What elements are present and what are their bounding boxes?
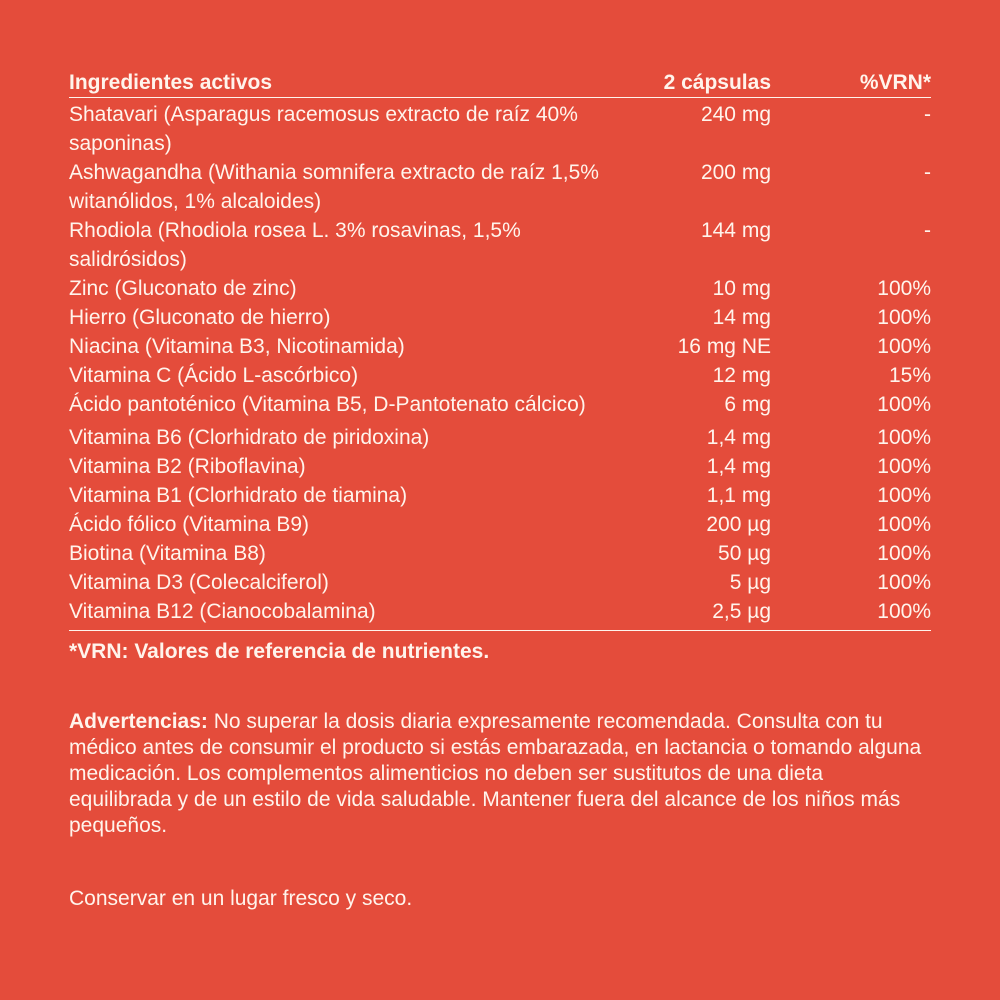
ingredient-name: Vitamina B1 (Clorhidrato de tiamina) [69,484,408,507]
ingredient-name: Niacina (Vitamina B3, Nicotinamida) [69,335,405,358]
ingredient-vrn: 100% [877,426,931,449]
ingredient-dose: 144 mg [700,219,771,242]
table-row [69,510,931,539]
vrn-footnote: *VRN: Valores de referencia de nutrientes. [69,640,490,663]
ingredient-vrn: 100% [877,306,931,329]
table-row [69,274,931,303]
ingredient-vrn: 100% [877,455,931,478]
ingredient-name: Biotina (Vitamina B8) [69,542,266,565]
ingredient-vrn: 100% [877,513,931,536]
ingredient-dose: 10 mg [712,277,771,300]
warnings-paragraph [69,709,931,839]
table-row [69,452,931,481]
table-body [69,98,931,631]
ingredient-dose: 2,5 µg [712,600,771,623]
ingredient-name: Vitamina B2 (Riboflavina) [69,455,306,478]
ingredient-dose: 1,4 mg [706,426,771,449]
ingredient-dose: 6 mg [724,393,771,416]
ingredient-dose: 200 mg [700,161,771,184]
ingredient-dose: 50 µg [718,542,771,565]
ingredient-dose: 14 mg [712,306,771,329]
ingredient-dose: 240 mg [700,103,771,126]
ingredient-vrn: 100% [877,484,931,507]
ingredient-dose: 1,1 mg [706,484,771,507]
table-row [69,568,931,597]
ingredient-name: Hierro (Gluconato de hierro) [69,306,331,329]
ingredient-vrn: 100% [877,277,931,300]
table-row [69,100,931,158]
table-row [69,216,931,274]
ingredient-name: Shatavari (Asparagus racemosus extracto de raíz 40% saponinas) [69,103,578,155]
table-row [69,423,931,452]
ingredient-vrn: 100% [877,393,931,416]
ingredient-vrn: 100% [877,335,931,358]
ingredient-vrn: 15% [888,364,931,387]
ingredient-dose: 200 µg [706,513,771,536]
table-row [69,481,931,510]
ingredient-name: Vitamina D3 (Colecalciferol) [69,571,329,594]
table-row [69,158,931,216]
warnings-text: No superar la dosis diaria expresamente recomendada. Consulta con tu médico antes de consumir el producto si estás embarazada, en lactancia o tomando alguna medicación. Los complementos alimenticios no deben ser sustitutos de una dieta equilibrada y de un estilo de vida saludable. Mantener fuera del alcance de los niños más pequeños. [69,710,922,837]
table-row [69,361,931,390]
ingredient-vrn: - [924,219,931,242]
ingredient-dose: 1,4 mg [706,455,771,478]
ingredient-name: Vitamina B6 (Clorhidrato de piridoxina) [69,426,430,449]
storage-note: Conservar en un lugar fresco y seco. [69,887,413,910]
table-row [69,539,931,568]
table-row [69,303,931,332]
nutrition-panel [69,68,931,913]
ingredient-dose: 16 mg NE [677,335,771,358]
ingredient-name: Vitamina B12 (Cianocobalamina) [69,600,376,623]
header-dose: 2 cápsulas [663,71,771,94]
ingredient-name: Zinc (Gluconato de zinc) [69,277,297,300]
ingredient-name: Ácido fólico (Vitamina B9) [69,513,310,536]
warnings-lead: Advertencias: [69,710,208,733]
ingredient-vrn: - [924,103,931,126]
ingredient-vrn: - [924,161,931,184]
table-row [69,390,931,419]
ingredient-vrn: 100% [877,542,931,565]
ingredient-name: Rhodiola (Rhodiola rosea L. 3% rosavinas, 1,5% salidrósidos) [69,219,521,271]
ingredient-dose: 5 µg [729,571,771,594]
ingredient-dose: 12 mg [712,364,771,387]
ingredient-name: Vitamina C (Ácido L-ascórbico) [69,364,359,387]
ingredient-name: Ácido pantoténico (Vitamina B5, D-Pantotenato cálcico) [69,393,586,416]
header-ingredient: Ingredientes activos [69,71,273,94]
ingredient-vrn: 100% [877,600,931,623]
table-header [69,68,931,98]
ingredient-vrn: 100% [877,571,931,594]
table-row [69,597,931,626]
header-vrn: %VRN* [859,71,931,94]
ingredient-name: Ashwagandha (Withania somnifera extracto de raíz 1,5% witanólidos, 1% alcaloides) [69,161,599,213]
table-row [69,332,931,361]
